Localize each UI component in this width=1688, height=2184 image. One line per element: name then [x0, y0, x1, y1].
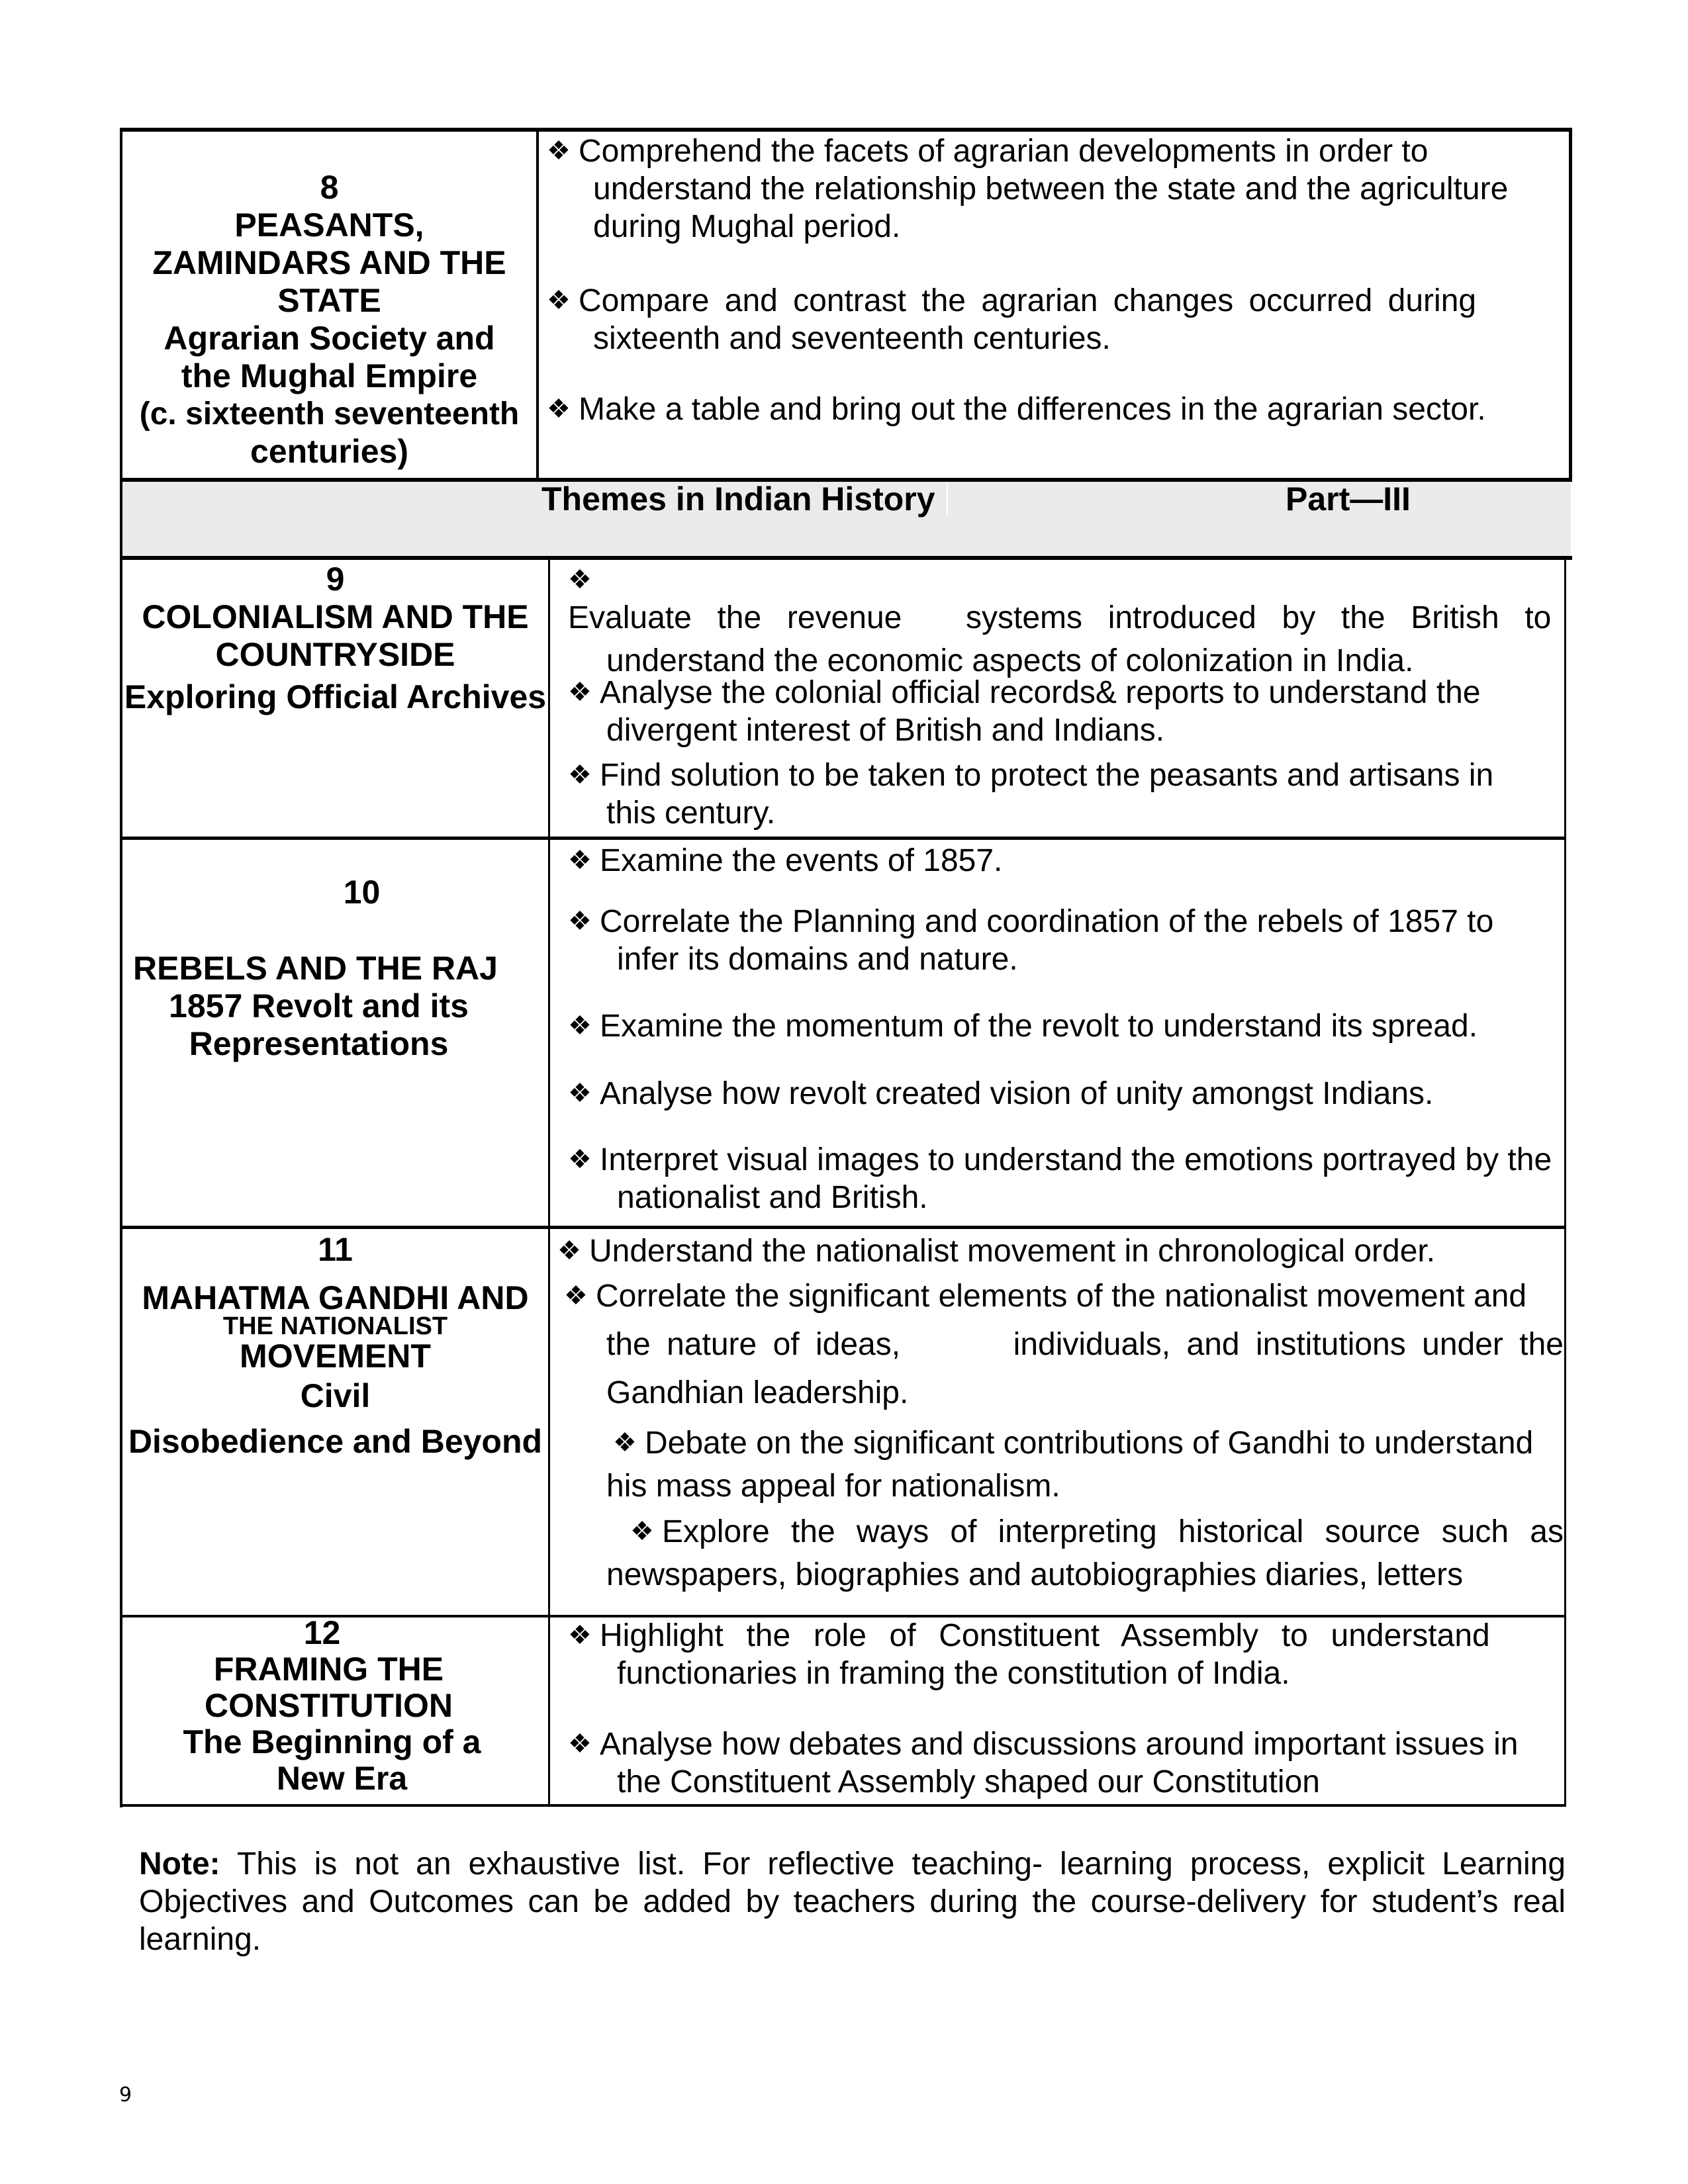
unit-subtitle-line: New Era	[276, 1760, 408, 1797]
unit-8-objectives-cell	[547, 132, 1560, 477]
objective-item: ❖ Highlight the role of Constituent Assembly to understand functionaries in framing the constitution of India.	[568, 1618, 1490, 1691]
unit-10-objectives-cell	[568, 842, 1561, 1224]
bullet-diamond-icon: ❖	[568, 678, 592, 707]
unit-title-line: THE NATIONALIST	[222, 1312, 448, 1340]
unit-number: 12	[303, 1614, 341, 1651]
bullet-diamond-icon: ❖	[568, 1011, 592, 1040]
table-border	[120, 128, 1572, 132]
unit-title-line: MOVEMENT	[240, 1338, 431, 1375]
unit-subtitle-line: (c. sixteenth seventeenth	[139, 396, 520, 432]
bullet-diamond-icon: ❖	[630, 1517, 654, 1546]
bullet-diamond-icon: ❖	[547, 136, 571, 165]
unit-title-line: PEASANTS,	[234, 206, 424, 244]
unit-title-line: FRAMING THE	[213, 1651, 444, 1688]
section-header-title: Themes in Indian History	[541, 480, 935, 518]
unit-number: 10	[343, 874, 381, 911]
table-border	[1564, 560, 1566, 1807]
objective-item: ❖ Analyse the colonial official records& reports to understand the divergent interest of British and Indians.	[568, 675, 1481, 748]
objective-item: ❖ Analyse how debates and discussions around important issues in the Constituent Assembly shaped our Constitution	[568, 1727, 1519, 1799]
note-text: This is not an exhaustive list. For reflective teaching- learning process, explicit Learning Objectives and Outcomes can be added by teachers during the course-delivery for student’s real learning.	[139, 1846, 1566, 1957]
unit-title-line: COLONIALISM AND THE	[142, 598, 529, 635]
bullet-diamond-icon: ❖	[568, 565, 592, 594]
bullet-diamond-icon: ❖	[568, 846, 592, 875]
unit-title-line: COUNTRYSIDE	[215, 636, 455, 673]
bullet-diamond-icon: ❖	[547, 286, 571, 315]
unit-subtitle-line: Civil	[300, 1377, 371, 1414]
unit-title-line: MAHATMA GANDHI AND	[142, 1279, 529, 1316]
objective-item: ❖ Analyse how revolt created vision of unity amongst Indians.	[568, 1076, 1434, 1111]
bullet-diamond-icon: ❖	[557, 1236, 581, 1265]
objective-item: ❖ Examine the events of 1857.	[568, 843, 1003, 878]
bullet-diamond-icon: ❖	[613, 1428, 637, 1457]
bullet-diamond-icon: ❖	[568, 1079, 592, 1108]
unit-subtitle-line: centuries)	[250, 433, 408, 470]
bullet-diamond-icon: ❖	[568, 907, 592, 936]
unit-number: 11	[318, 1231, 353, 1268]
bullet-diamond-icon: ❖	[568, 1729, 592, 1758]
table-border	[536, 128, 539, 482]
bullet-diamond-icon: ❖	[568, 760, 592, 790]
unit-title-line: ZAMINDARS AND THE	[152, 244, 506, 281]
unit-11-objectives-cell	[557, 1232, 1564, 1613]
unit-subtitle-line: Disobedience and Beyond	[128, 1423, 543, 1460]
objective-item: ❖ Debate on the significant contributions of Gandhi to understand his mass appeal for nationalism.	[606, 1426, 1534, 1504]
unit-subtitle-line: the Mughal Empire	[181, 357, 478, 394]
unit-12-title-cell	[122, 1615, 548, 1797]
unit-11-title-cell	[122, 1231, 548, 1461]
unit-title-line: STATE	[277, 282, 381, 319]
note-paragraph	[139, 1845, 1566, 1958]
section-header-divider	[947, 482, 948, 516]
objective-item: ❖ Correlate the significant elements of the nationalist movement and the nature of ideas, individuals, and institutions under the Gandhian leadership.	[564, 1279, 1564, 1410]
table-border	[548, 560, 550, 1807]
table-border	[120, 556, 1572, 560]
unit-title-line: CONSTITUTION	[205, 1687, 453, 1724]
unit-9-title-cell	[122, 561, 548, 716]
unit-10-title-cell	[122, 874, 548, 1063]
table-border	[1569, 128, 1572, 482]
table-border	[120, 1226, 1566, 1229]
objective-item: ❖ Comprehend the facets of agrarian developments in order to understand the relationship between the state and the agriculture during Mughal period.	[547, 134, 1509, 244]
objective-item: ❖ Compare and contrast the agrarian changes occurred during sixteenth and seventeenth centuries.	[547, 283, 1477, 356]
bullet-diamond-icon: ❖	[568, 1621, 592, 1650]
objective-item: ❖ Correlate the Planning and coordination of the rebels of 1857 to infer its domains and nature.	[568, 904, 1494, 977]
table-border	[120, 837, 1566, 840]
bullet-diamond-icon: ❖	[568, 1145, 592, 1174]
bullet-diamond-icon: ❖	[547, 394, 571, 424]
objective-item: ❖ Find solution to be taken to protect the peasants and artisans in this century.	[568, 758, 1494, 831]
objective-item: ❖ Interpret visual images to understand the emotions portrayed by the nationalist and British.	[568, 1142, 1552, 1215]
table-border	[120, 1804, 1566, 1807]
unit-number: 9	[326, 561, 345, 598]
unit-8-title-cell	[122, 169, 536, 471]
bullet-diamond-icon: ❖	[564, 1281, 588, 1310]
unit-number: 8	[320, 169, 339, 206]
unit-subtitle-line: Exploring Official Archives	[124, 678, 547, 715]
page-number: 9	[119, 2083, 132, 2107]
unit-title-line: REBELS AND THE RAJ	[133, 950, 498, 987]
unit-9-objectives-cell	[568, 561, 1561, 833]
unit-12-objectives-cell	[568, 1617, 1561, 1802]
objective-item: ❖Evaluate the revenue systems introduced by the British to understand the economic aspects of colonization in India.	[568, 561, 1561, 680]
unit-subtitle-line: 1857 Revolt and its	[169, 987, 469, 1024]
objective-item: ❖ Make a table and bring out the differences in the agrarian sector.	[547, 392, 1486, 427]
objective-item: ❖ Examine the momentum of the revolt to understand its spread.	[568, 1009, 1478, 1044]
unit-subtitle-line: Agrarian Society and	[164, 320, 495, 357]
objective-item: ❖ Understand the nationalist movement in chronological order.	[557, 1234, 1436, 1269]
note-label: Note:	[139, 1846, 220, 1882]
unit-subtitle-line: Representations	[189, 1025, 449, 1062]
section-header-part: Part—III	[1286, 480, 1411, 518]
objective-item: ❖ Explore the ways of interpreting historical source such as newspapers, biographies and autobiographies diaries, letters	[606, 1514, 1564, 1592]
unit-subtitle-line: The Beginning of a	[183, 1723, 481, 1760]
